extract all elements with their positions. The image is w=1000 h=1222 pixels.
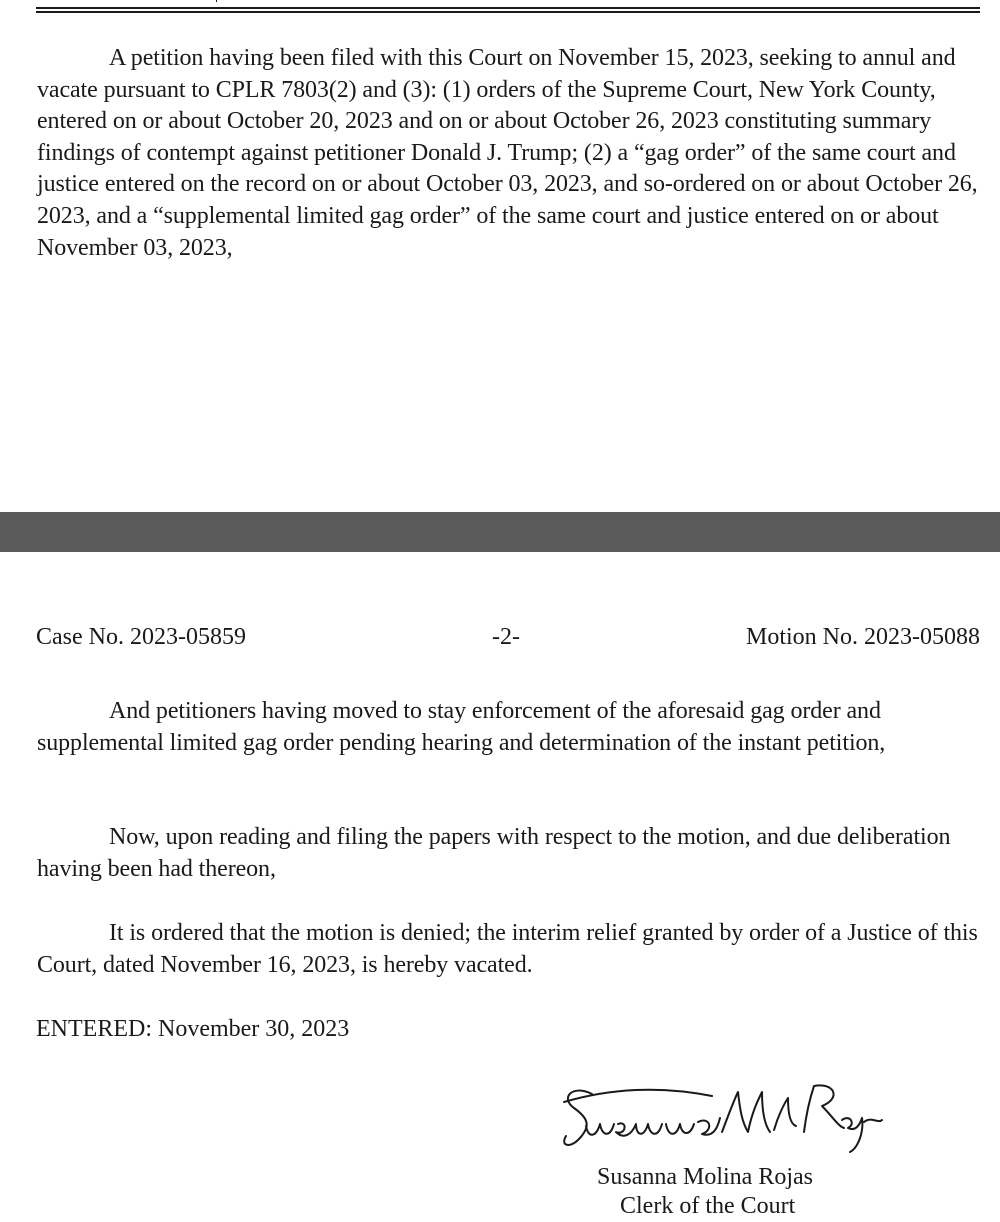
case-number: Case No. 2023-05859 bbox=[36, 624, 246, 650]
page-number: -2- bbox=[492, 624, 520, 650]
clerk-signature bbox=[552, 1076, 892, 1156]
motion-to-stay-paragraph: And petitioners having moved to stay enforcement of the aforesaid gag order and supplemental limited gag order pending hearing and determination of the instant petition, bbox=[37, 698, 886, 756]
page-gap-divider bbox=[0, 512, 1000, 552]
document-page-1 bbox=[0, 0, 1000, 512]
order-paragraph: It is ordered that the motion is denied; the interim relief granted by order of a Justice of this Court, dated November 16, 2023, is hereby vacated. bbox=[37, 920, 978, 978]
deliberation-paragraph: Now, upon reading and filing the papers with respect to the motion, and due deliberation having been had thereon, bbox=[37, 824, 951, 882]
petition-paragraph: A petition having been filed with this Court on November 15, 2023, seeking to annul and vacate pursuant to CPLR 7803(2) and (3): (1) orders of the Supreme Court, New York County, entered on or about October 20, 2023 and on or about October 26, 2023 constituting summary findings of contempt against petitioner Donald J. Trump; (2) a “gag order” of the same court and justice entered on the record on or about October 03, 2023, and so-ordered on or about October 26, 2023, and a “supplemental limited gag order” of the same court and justice entered on or about November 03, 2023, bbox=[37, 45, 978, 261]
entered-date: ENTERED: November 30, 2023 bbox=[36, 1016, 350, 1042]
document-page-2 bbox=[0, 552, 1000, 1219]
header-double-rule-bottom bbox=[36, 11, 980, 13]
motion-number: Motion No. 2023-05088 bbox=[746, 624, 980, 650]
signer-name: Susanna Molina Rojas bbox=[597, 1164, 813, 1190]
header-double-rule-top bbox=[36, 7, 980, 9]
clipped-header-text bbox=[216, 0, 223, 2]
signer-title: Clerk of the Court bbox=[620, 1193, 796, 1219]
